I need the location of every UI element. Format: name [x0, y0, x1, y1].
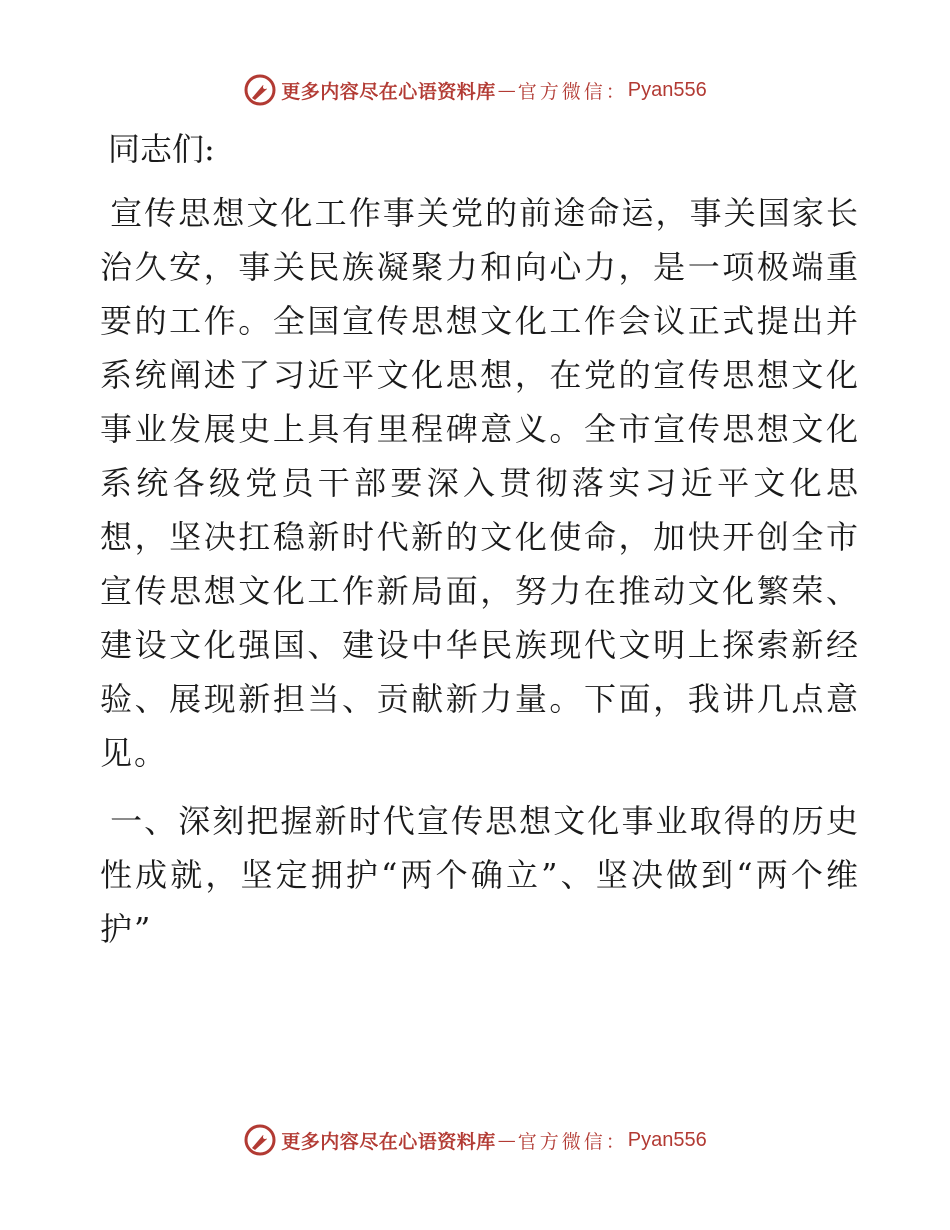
- paragraph-text: 宣传思想文化工作事关党的前途命运，事关国家长治久安，事关民族凝聚力和向心力，是一项极端重要的工作。全国宣传思想文化工作会议正式提出并系统阐述了习近平文化思想，在党的宣传思想文化事业发展史上具有里程碑意义。全市宣传思想文化系统各级党员干部要深入贯彻落实习近平文化思想，坚决扛稳新时代新的文化使命，加快开创全市宣传思想文化工作新局面，努力在推动文化繁荣、建设文化强国、建设中华民族现代文明上探索新经验、展现新担当、贡献新力量。下面，我讲几点意见。: [100, 194, 860, 772]
- section-heading: [100, 794, 860, 956]
- watermark-main-text: 更多内容尽在心语资料库: [281, 80, 496, 103]
- heading-text: 一、深刻把握新时代宣传思想文化事业取得的历史性成就，坚定拥护“两个确立”、坚决做到“两个维护”: [100, 802, 860, 948]
- footer-watermark: [0, 1120, 950, 1160]
- watermark-official-label: 官方微信：: [517, 1130, 628, 1153]
- watermark-wechat-id: Pyan556: [627, 1128, 707, 1151]
- pen-nib-logo-icon: [243, 1123, 277, 1157]
- watermark-dash: —: [497, 79, 516, 101]
- document-body: [100, 122, 860, 970]
- watermark-official-label: 官方微信：: [517, 80, 628, 103]
- header-watermark: [0, 70, 950, 110]
- watermark-main-text: 更多内容尽在心语资料库: [281, 1130, 496, 1153]
- pen-nib-logo-icon: [243, 73, 277, 107]
- body-paragraph: [100, 186, 860, 780]
- watermark-wechat-id: Pyan556: [627, 78, 707, 101]
- greeting: 同志们:: [108, 130, 215, 168]
- watermark-dash: —: [497, 1129, 516, 1151]
